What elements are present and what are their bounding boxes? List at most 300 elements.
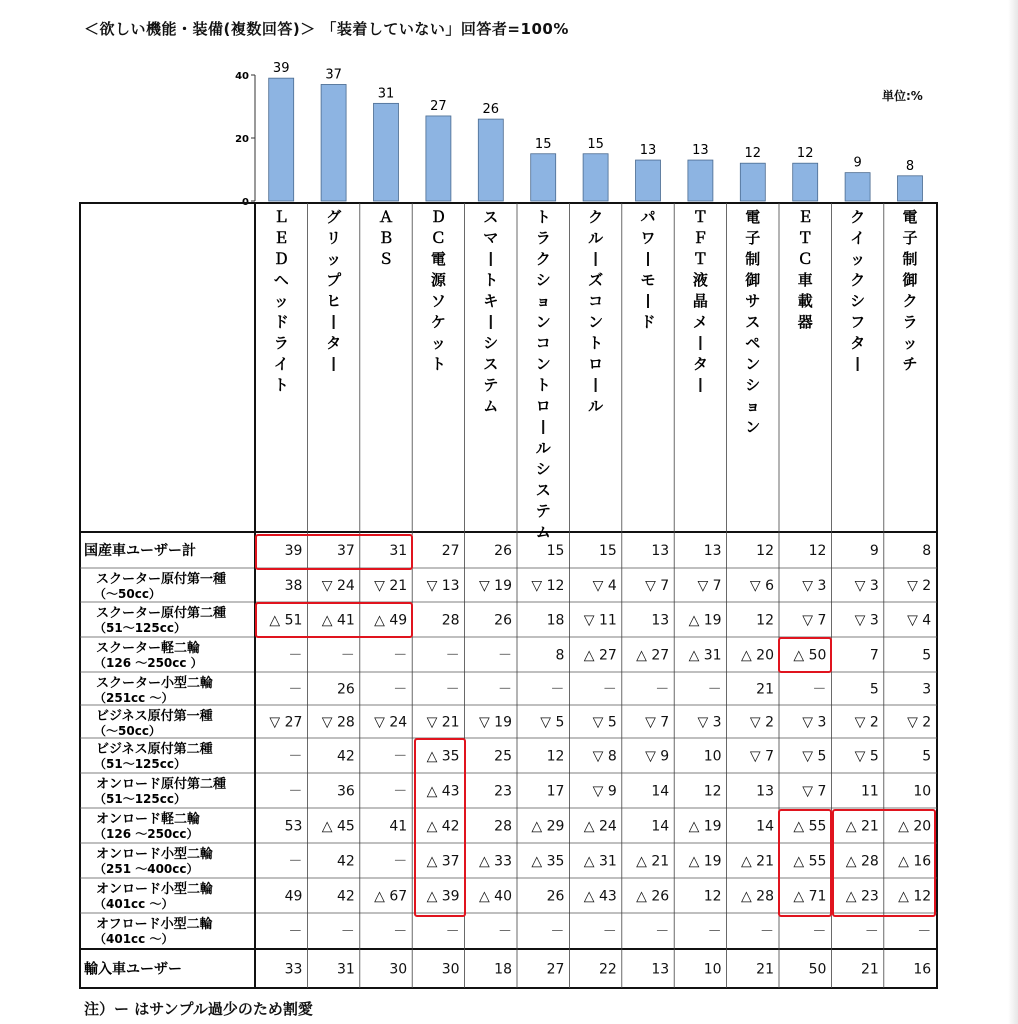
column-header-char: 源 [430,271,446,289]
row-sublabel: （51～125cc） [94,757,186,771]
cell-dash: － [498,924,512,940]
cell-value: △ 35 [426,748,460,765]
column-header-char: ン [535,355,551,373]
cell-value: 12 [546,748,565,765]
column-header-char: 液 [692,271,708,289]
y-tick-label: 40 [235,71,249,82]
cell-value: △ 43 [583,888,617,905]
column-header-char: 電 [430,250,446,268]
column-header-char: ム [483,397,499,415]
column-header-char: ク [535,250,551,268]
cell-value: ▽ 7 [802,783,827,800]
column-header-char: 制 [745,250,761,268]
bar-value-label: 13 [692,143,709,159]
cell-value: ▽ 3 [802,578,827,594]
bar [688,160,713,201]
column-header-char: リ [326,229,342,247]
column-header-char: プ [326,271,342,289]
cell-value: 15 [546,543,565,559]
row-sublabel: （51～125cc） [94,621,186,635]
bar [374,103,399,201]
column-header-char: テ [483,376,499,394]
cell-dash: － [498,647,512,664]
cell-value: 5 [869,681,879,698]
cell-value: 17 [546,783,565,800]
cell-value: △ 67 [374,888,408,905]
column-header-char: ケ [430,313,446,331]
column-header-char: タ [326,334,342,352]
column-header-char: ロ [588,355,604,373]
cell-dash: － [393,783,408,800]
cell-dash: － [288,647,303,664]
cell-value: 25 [494,748,512,765]
column-header-char: ロ [535,397,551,415]
row-label: スクーター原付第一種 [96,572,227,587]
row-label: 国産車ユーザー計 [84,543,196,559]
cell-dash: － [498,681,512,698]
cell-value: 23 [494,783,512,800]
row-sublabel: （～50cc） [94,587,161,601]
column-header-char: ク [850,208,866,226]
cell-value: △ 12 [898,888,932,905]
bar [426,116,451,201]
column-header-char: モ [640,271,656,289]
cell-value: 31 [389,543,408,559]
cell-dash: － [602,681,617,698]
column-header-char: 器 [797,313,813,331]
cell-dash: － [393,853,408,870]
cell-value: ▽ 19 [478,578,512,594]
cell-dash: － [445,647,460,664]
cell-value: 13 [651,961,670,978]
column-header-char: タ [692,355,708,373]
column-header-char: サ [745,292,761,310]
cell-dash: － [393,748,408,765]
cell-value: ▽ 7 [749,748,774,765]
cell-dash: － [340,924,355,940]
cell-value: ▽ 4 [592,578,617,594]
cell-value: ▽ 7 [802,612,827,629]
column-header-char: ト [588,334,604,352]
cell-value: 14 [756,818,774,835]
column-header-char: ク [850,271,866,289]
chart-title: ＜欲しい機能・装備(複数回答)＞ 「装着していない」回答者=100% [84,20,569,38]
cell-value: △ 21 [636,853,670,870]
bar [845,173,870,201]
cell-value: 10 [703,961,722,978]
cell-value: 28 [441,612,460,629]
column-header-char: 御 [745,271,761,289]
cell-value: △ 31 [688,647,722,664]
column-header-char: フ [850,313,866,331]
cell-dash: － [655,924,670,940]
column-header-char: ョ [535,292,551,310]
column-header-char: ッ [902,334,918,352]
cell-value: 5 [922,748,932,765]
cell-value: △ 20 [740,647,774,664]
row-label: ビジネス原付第二種 [96,742,213,757]
column-header-char: ラ [273,334,289,352]
cell-value: 10 [703,748,722,765]
cell-value: 11 [860,783,879,800]
cell-value: △ 40 [478,888,512,905]
cell-value: ▽ 2 [749,714,774,731]
cell-value: ▽ 21 [426,714,460,731]
column-header-char: 車 [797,271,813,289]
bar [269,78,294,201]
cell-value: ▽ 6 [749,578,774,594]
cell-value: 27 [441,543,460,559]
cell-value: △ 71 [793,888,827,905]
bar-value-label: 27 [430,98,447,114]
cell-value: 16 [913,961,932,978]
cell-value: 14 [651,818,670,835]
column-header-char: ク [902,292,918,310]
row-label: 輸入車ユーザー [84,961,182,978]
column-header-char: Ｄ [273,250,289,268]
bar-value-label: 12 [796,146,814,162]
row-label: オンロード軽二輪 [96,812,201,827]
column-header-char: Ｅ [797,208,813,226]
column-header-char: ペ [745,334,761,352]
page-edge-shadow [1008,0,1018,1024]
cell-value: 9 [869,543,879,559]
bar-value-label: 9 [853,155,862,171]
bar [583,154,608,201]
cell-value: 21 [756,961,774,978]
cell-value: △ 28 [845,853,879,870]
column-header-char: ム [535,523,551,541]
cell-value: 26 [494,612,512,629]
cell-value: ▽ 8 [592,748,617,765]
bar-value-label: 8 [905,158,915,174]
cell-value: 30 [441,961,460,978]
cell-dash: － [393,681,408,698]
cell-value: ▽ 24 [321,578,355,594]
column-header-char: 子 [745,229,761,247]
cell-value: 13 [651,543,670,559]
row-sublabel: （401cc ～） [94,897,174,911]
cell-value: ▽ 5 [854,748,879,765]
cell-dash: － [288,748,303,765]
column-header-char: 電 [745,208,761,226]
column-header-char: Ａ [378,208,394,226]
cell-value: 28 [494,818,512,835]
cell-dash: － [760,924,774,940]
column-header-char: ル [588,397,604,415]
column-header-char: ヒ [326,292,342,310]
cell-value: ▽ 5 [540,714,565,731]
cell-value: △ 43 [426,783,460,800]
cell-dash: － [288,783,303,800]
cell-value: ▽ 13 [426,578,460,594]
cell-value: 26 [336,681,355,698]
cell-value: 15 [598,543,617,559]
cell-dash: － [445,681,460,698]
row-sublabel: （251cc ～） [94,691,174,705]
column-header-char: チ [902,355,918,373]
column-header-char: Ｄ [430,208,446,226]
y-tick-label: 0 [242,197,249,208]
column-header-char: Ｓ [378,250,394,268]
column-header-char: ン [745,418,761,436]
cell-value: 38 [284,578,303,594]
cell-value: 10 [913,783,932,800]
column-header-char: ソ [430,292,446,310]
column-header-char: ト [483,271,499,289]
row-label: オフロード小型二輪 [96,917,213,932]
cell-value: △ 20 [898,818,932,835]
cell-value: △ 21 [845,818,879,835]
cell-value: ▽ 2 [854,714,879,731]
cell-value: 13 [756,783,774,800]
cell-value: 27 [546,961,565,978]
column-header-char: マ [483,229,499,247]
cell-value: △ 19 [688,853,722,870]
cell-value: △ 45 [321,818,355,835]
column-header-char: 子 [902,229,918,247]
cell-value: ▽ 7 [645,578,670,594]
bar [636,160,661,201]
column-header-char: ッ [430,334,446,352]
row-sublabel: （126 ～250cc） [94,827,199,841]
cell-value: 5 [922,647,932,664]
bar-value-label: 12 [744,146,762,162]
column-header-char: Ｔ [692,208,708,226]
cell-value: △ 55 [793,853,827,870]
cell-value: △ 21 [740,853,774,870]
column-header-char: Ｔ [692,250,708,268]
cell-value: 30 [389,961,408,978]
bar-value-label: 39 [272,61,290,77]
column-header-char: ン [535,313,551,331]
cell-value: ▽ 19 [478,714,512,731]
column-header-char: ル [588,229,604,247]
column-header-char: ト [273,376,289,394]
row-label: オンロード原付第二種 [96,777,227,792]
cell-value: 50 [808,961,827,978]
bar [321,84,346,201]
cell-value: △ 42 [426,818,460,835]
bar-value-label: 31 [377,86,395,102]
cell-value: 33 [284,961,303,978]
cell-value: △ 26 [636,888,670,905]
column-header-char: 御 [902,271,918,289]
bar [898,176,923,201]
cell-value: 3 [922,681,932,698]
cell-dash: － [445,924,460,940]
cell-value: ▽ 9 [592,783,617,800]
cell-value: △ 41 [321,612,355,629]
row-sublabel: （401cc ～） [94,932,174,946]
column-header-char: 載 [797,292,813,310]
column-header-char: ス [745,313,761,331]
row-label: スクーター小型二輪 [96,676,214,691]
column-header-char: シ [850,292,866,310]
cell-value: ▽ 9 [645,748,670,765]
cell-dash: － [864,924,879,940]
cell-value: △ 19 [688,612,722,629]
column-header-char: Ｃ [430,229,446,247]
cell-value: ▽ 2 [907,714,932,731]
column-header-char: ク [588,208,604,226]
column-header-char: ト [430,355,446,373]
cell-value: 13 [703,543,722,559]
cell-dash: － [288,681,303,698]
column-header-char: タ [850,334,866,352]
cell-dash: － [812,681,827,698]
column-header-char: コ [535,334,551,352]
cell-value: 26 [494,543,512,559]
cell-value: ▽ 11 [583,612,617,629]
column-header-char: ト [535,208,551,226]
footnote: 注）ー はサンプル過少のため割愛 [84,1000,313,1018]
column-header-char: ス [483,208,499,226]
row-sublabel: （126 ～250cc ） [94,656,203,670]
unit-label: 単位:% [882,89,923,103]
cell-value: 12 [703,888,722,905]
cell-value: △ 33 [478,853,512,870]
column-header-char: イ [850,229,866,247]
cell-value: ▽ 28 [321,714,355,731]
bar-value-label: 15 [534,136,552,152]
column-header-char: シ [535,271,551,289]
column-header-char: パ [640,208,656,226]
cell-value: ▽ 3 [854,612,879,629]
cell-value: △ 28 [740,888,774,905]
cell-value: 53 [284,818,303,835]
cell-value: 42 [336,853,355,870]
column-header-char: ド [273,313,289,331]
cell-value: △ 37 [426,853,460,870]
column-header-char: 電 [902,208,918,226]
column-header-char: ワ [640,229,656,247]
cell-value: 12 [808,543,827,559]
column-header-char: ル [535,439,551,457]
cell-value: 41 [389,818,408,835]
bar [793,163,818,201]
cell-value: ▽ 21 [374,578,408,594]
column-header-char: ョ [745,397,761,415]
cell-value: ▽ 3 [854,578,879,594]
bar [740,163,765,201]
cell-value: △ 27 [636,647,670,664]
cell-value: 8 [922,543,932,559]
column-header-char: ッ [273,292,289,310]
cell-value: 37 [336,543,355,559]
cell-value: 12 [756,612,774,629]
column-header-char: ズ [588,271,604,289]
cell-value: 7 [869,647,879,664]
column-header-char: シ [483,334,499,352]
cell-value: 22 [598,961,617,978]
cell-value: ▽ 4 [907,612,932,629]
cell-value: 14 [651,783,670,800]
cell-value: △ 27 [583,647,617,664]
cell-value: ▽ 7 [645,714,670,731]
cell-value: ▽ 7 [697,578,722,594]
cell-value: △ 29 [531,818,565,835]
cell-value: ▽ 5 [592,714,617,731]
row-sublabel: （251 ～400cc） [94,862,199,876]
row-label: スクーター軽二輪 [96,641,201,656]
bar-value-label: 37 [325,67,342,83]
cell-value: △ 50 [793,647,827,664]
cell-value: ▽ 24 [374,714,408,731]
cell-value: 39 [284,543,303,559]
cell-dash: － [550,924,565,940]
cell-value: 31 [336,961,355,978]
cell-dash: － [393,647,408,664]
column-header-char: メ [692,313,708,331]
cell-value: 18 [494,961,512,978]
column-header-char: 晶 [692,292,708,310]
cell-value: 18 [546,612,565,629]
cell-dash: － [655,681,670,698]
column-header-char: ン [588,313,604,331]
row-sublabel: （～50cc） [94,724,161,738]
column-header-char: ン [745,355,761,373]
column-header-char: ラ [535,229,551,247]
bar-value-label: 13 [639,143,657,159]
cell-dash: － [707,924,722,940]
cell-value: ▽ 27 [269,714,303,731]
cell-dash: － [602,924,617,940]
column-header-char: ス [535,481,551,499]
cell-value: △ 31 [583,853,617,870]
cell-value: △ 39 [426,888,460,905]
row-label: オンロード小型二輪 [96,847,214,862]
column-header-char: キ [483,292,499,310]
row-label: スクーター原付第二種 [96,606,227,621]
column-header-char: Ｃ [797,250,813,268]
row-label: ビジネス原付第一種 [96,709,213,724]
y-tick-label: 20 [235,134,249,145]
cell-value: 42 [336,748,355,765]
cell-dash: － [707,681,722,698]
bar [531,154,556,201]
cell-value: △ 55 [793,818,827,835]
cell-value: 36 [336,783,355,800]
column-header-char: ド [640,313,656,331]
column-header-char: コ [588,292,604,310]
column-header-char: Ｌ [273,208,289,226]
cell-dash: － [340,647,355,664]
cell-dash: － [393,924,408,940]
cell-dash: － [288,853,303,870]
cell-value: ▽ 3 [802,714,827,731]
cell-value: ▽ 3 [697,714,722,731]
cell-value: ▽ 2 [907,578,932,594]
cell-value: △ 16 [898,853,932,870]
bar-value-label: 26 [482,102,500,118]
cell-value: 21 [860,961,879,978]
bar-value-label: 15 [587,136,604,152]
cell-value: 8 [555,647,565,664]
cell-value: △ 23 [845,888,879,905]
column-header-char: ス [483,355,499,373]
cell-value: 21 [756,681,774,698]
row-label: オンロード小型二輪 [96,882,214,897]
cell-value: 12 [703,783,722,800]
cell-value: 42 [336,888,355,905]
cell-dash: － [812,924,827,940]
column-header-char: Ｅ [273,229,289,247]
column-header-char: Ｔ [797,229,813,247]
cell-value: 13 [651,612,670,629]
column-header-char: シ [745,376,761,394]
column-header-char: グ [326,208,342,226]
